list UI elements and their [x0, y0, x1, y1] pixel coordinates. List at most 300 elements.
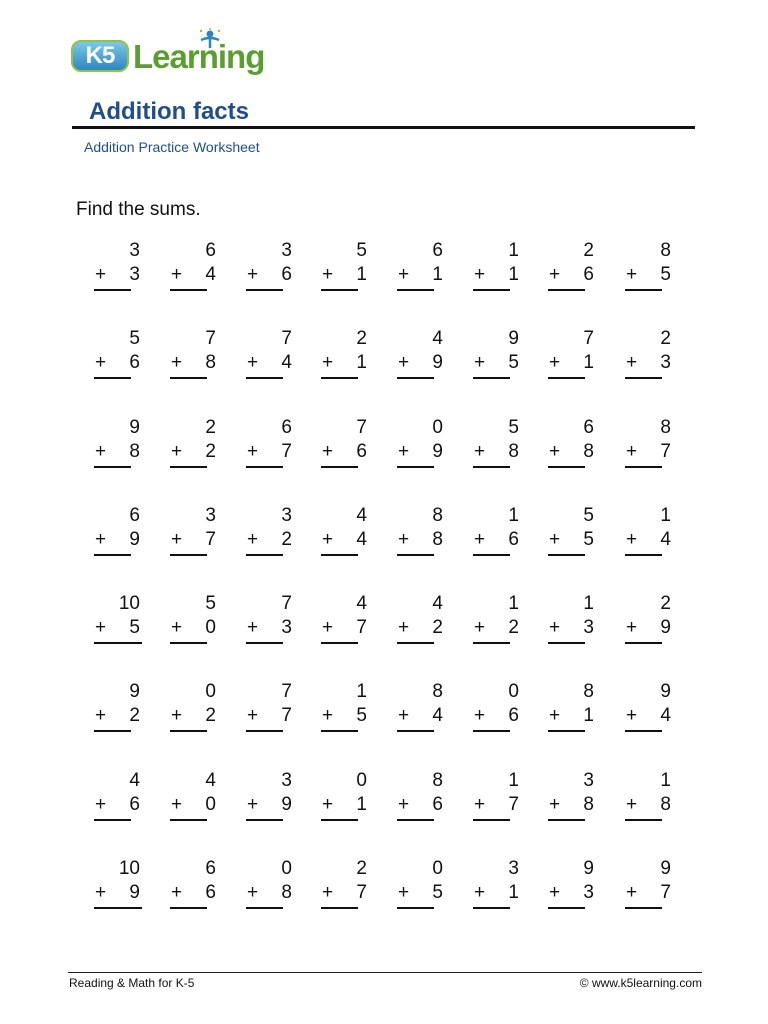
addend-top: 7 [281, 328, 292, 349]
addend-top: 6 [583, 417, 594, 438]
addition-problem [473, 505, 521, 565]
answer-line [94, 819, 131, 821]
plus-sign: + [322, 352, 334, 373]
answer-line [94, 554, 131, 556]
addend-bottom: 1 [356, 352, 367, 373]
answer-line [321, 642, 358, 644]
addend-bottom: 5 [583, 529, 594, 550]
footer-divider [68, 972, 702, 973]
k5-learning-logo [71, 28, 271, 80]
addend-top: 1 [583, 593, 594, 614]
plus-sign: + [322, 882, 334, 903]
addend-top: 5 [508, 417, 519, 438]
answer-line [94, 377, 131, 379]
addend-bottom: 0 [205, 617, 216, 638]
answer-line [397, 730, 434, 732]
addend-top: 10 [118, 593, 140, 614]
answer-line [321, 466, 358, 468]
addend-bottom: 1 [432, 264, 443, 285]
addend-bottom: 8 [508, 441, 519, 462]
plus-sign: + [247, 529, 259, 550]
answer-line [548, 466, 585, 468]
addition-problem [397, 770, 445, 830]
addend-bottom: 5 [356, 705, 367, 726]
plus-sign: + [322, 529, 334, 550]
addend-top: 9 [660, 681, 671, 702]
answer-line [548, 289, 585, 291]
plus-sign: + [95, 441, 107, 462]
addend-bottom: 7 [281, 441, 292, 462]
addition-problem [170, 770, 218, 830]
addend-top: 6 [432, 240, 443, 261]
plus-sign: + [171, 441, 183, 462]
addition-problem [170, 240, 218, 300]
addend-bottom: 4 [660, 705, 671, 726]
addend-top: 2 [356, 858, 367, 879]
addend-top: 1 [660, 505, 671, 526]
addition-problem [473, 240, 521, 300]
answer-line [548, 642, 585, 644]
addend-bottom: 6 [432, 794, 443, 815]
addition-problem [473, 328, 521, 388]
addition-problem [548, 240, 596, 300]
logo-wordmark: Learning [133, 38, 265, 75]
plus-sign: + [626, 882, 638, 903]
title-divider [72, 126, 695, 129]
plus-sign: + [626, 617, 638, 638]
addend-top: 8 [660, 240, 671, 261]
addend-bottom: 0 [205, 794, 216, 815]
addend-bottom: 1 [508, 882, 519, 903]
addend-bottom: 7 [660, 882, 671, 903]
addend-top: 4 [205, 770, 216, 791]
k5-learning-logo-icon [195, 28, 225, 52]
addend-top: 1 [508, 770, 519, 791]
addition-problem [321, 417, 369, 477]
addend-bottom: 7 [508, 794, 519, 815]
addend-bottom: 4 [660, 529, 671, 550]
answer-line [94, 730, 131, 732]
plus-sign: + [322, 617, 334, 638]
plus-sign: + [474, 794, 486, 815]
plus-sign: + [398, 441, 410, 462]
addition-problem [94, 593, 142, 653]
addend-top: 4 [356, 593, 367, 614]
addition-problem [397, 681, 445, 741]
answer-line [473, 730, 510, 732]
answer-line [625, 819, 662, 821]
addend-top: 1 [508, 505, 519, 526]
answer-line [473, 466, 510, 468]
addition-problem [397, 417, 445, 477]
addend-top: 9 [508, 328, 519, 349]
answer-line [321, 377, 358, 379]
addend-top: 8 [583, 681, 594, 702]
addend-top: 3 [583, 770, 594, 791]
addition-problem [625, 505, 673, 565]
addend-bottom: 6 [508, 705, 519, 726]
addend-bottom: 1 [356, 794, 367, 815]
answer-line [170, 466, 207, 468]
addend-bottom: 6 [583, 264, 594, 285]
answer-line [170, 289, 207, 291]
answer-line [625, 642, 662, 644]
addition-problem [170, 505, 218, 565]
addend-bottom: 7 [356, 882, 367, 903]
plus-sign: + [549, 352, 561, 373]
plus-sign: + [171, 352, 183, 373]
addend-top: 6 [205, 240, 216, 261]
addend-bottom: 1 [583, 352, 594, 373]
addition-problem [170, 858, 218, 918]
addend-bottom: 5 [660, 264, 671, 285]
addend-bottom: 3 [281, 617, 292, 638]
plus-sign: + [171, 794, 183, 815]
addend-bottom: 9 [129, 882, 140, 903]
addend-top: 1 [660, 770, 671, 791]
answer-line [246, 554, 283, 556]
plus-sign: + [95, 529, 107, 550]
addend-top: 4 [129, 770, 140, 791]
addend-top: 9 [129, 417, 140, 438]
addend-top: 3 [281, 505, 292, 526]
addend-top: 3 [205, 505, 216, 526]
plus-sign: + [95, 617, 107, 638]
logo-badge: K5 [71, 40, 129, 72]
answer-line [246, 819, 283, 821]
plus-sign: + [95, 264, 107, 285]
plus-sign: + [247, 264, 259, 285]
addend-bottom: 2 [129, 705, 140, 726]
addend-top: 7 [281, 681, 292, 702]
addend-top: 5 [583, 505, 594, 526]
addend-bottom: 6 [205, 882, 216, 903]
addition-problem [625, 858, 673, 918]
answer-line [321, 554, 358, 556]
answer-line [473, 289, 510, 291]
addition-problem [473, 417, 521, 477]
plus-sign: + [626, 794, 638, 815]
addition-problem [321, 858, 369, 918]
addition-problem [94, 240, 142, 300]
answer-line [94, 289, 131, 291]
plus-sign: + [247, 441, 259, 462]
plus-sign: + [549, 441, 561, 462]
page-title: Addition facts [89, 98, 249, 125]
addition-problem [94, 681, 142, 741]
answer-line [170, 730, 207, 732]
addend-top: 1 [508, 593, 519, 614]
addition-problem [246, 328, 294, 388]
instructions-text: Find the sums. [76, 199, 201, 220]
addend-bottom: 8 [205, 352, 216, 373]
plus-sign: + [322, 705, 334, 726]
answer-line [246, 466, 283, 468]
addition-problem [94, 328, 142, 388]
addition-problem [246, 770, 294, 830]
answer-line [625, 377, 662, 379]
addend-top: 7 [281, 593, 292, 614]
plus-sign: + [247, 705, 259, 726]
addition-problem [246, 505, 294, 565]
addend-top: 0 [356, 770, 367, 791]
addition-problem [321, 328, 369, 388]
plus-sign: + [549, 882, 561, 903]
addend-bottom: 4 [205, 264, 216, 285]
plus-sign: + [398, 529, 410, 550]
plus-sign: + [549, 705, 561, 726]
addend-top: 3 [281, 240, 292, 261]
plus-sign: + [95, 794, 107, 815]
answer-line [94, 642, 142, 644]
answer-line [473, 642, 510, 644]
addend-bottom: 5 [129, 617, 140, 638]
addend-bottom: 8 [583, 794, 594, 815]
answer-line [170, 377, 207, 379]
plus-sign: + [626, 705, 638, 726]
addend-bottom: 9 [432, 352, 443, 373]
plus-sign: + [398, 705, 410, 726]
plus-sign: + [171, 529, 183, 550]
addition-problem [397, 240, 445, 300]
plus-sign: + [322, 441, 334, 462]
answer-line [246, 377, 283, 379]
footer-left-text: Reading & Math for K-5 [69, 976, 195, 990]
answer-line [321, 819, 358, 821]
plus-sign: + [626, 264, 638, 285]
addend-bottom: 1 [356, 264, 367, 285]
addend-bottom: 2 [508, 617, 519, 638]
answer-line [625, 466, 662, 468]
plus-sign: + [474, 617, 486, 638]
addend-top: 8 [660, 417, 671, 438]
addend-top: 6 [205, 858, 216, 879]
addition-problem [170, 593, 218, 653]
answer-line [625, 730, 662, 732]
addition-problem [170, 417, 218, 477]
addend-top: 0 [432, 417, 443, 438]
addition-problem [473, 681, 521, 741]
answer-line [473, 907, 510, 909]
addition-problem [625, 240, 673, 300]
addend-top: 2 [356, 328, 367, 349]
addition-problem [548, 770, 596, 830]
plus-sign: + [398, 617, 410, 638]
answer-line [94, 907, 142, 909]
plus-sign: + [398, 352, 410, 373]
addition-problem [246, 681, 294, 741]
answer-line [246, 730, 283, 732]
plus-sign: + [474, 529, 486, 550]
answer-line [170, 554, 207, 556]
addend-bottom: 7 [281, 705, 292, 726]
addition-problem [548, 417, 596, 477]
answer-line [397, 554, 434, 556]
addition-problem [548, 328, 596, 388]
answer-line [473, 377, 510, 379]
addend-bottom: 3 [583, 617, 594, 638]
addend-bottom: 2 [432, 617, 443, 638]
addend-bottom: 8 [129, 441, 140, 462]
plus-sign: + [398, 264, 410, 285]
answer-line [170, 907, 207, 909]
answer-line [321, 289, 358, 291]
addend-top: 9 [583, 858, 594, 879]
addend-top: 2 [583, 240, 594, 261]
addend-bottom: 9 [281, 794, 292, 815]
addend-bottom: 5 [432, 882, 443, 903]
answer-line [321, 730, 358, 732]
plus-sign: + [626, 529, 638, 550]
answer-line [397, 466, 434, 468]
addend-bottom: 8 [583, 441, 594, 462]
addition-problem [548, 681, 596, 741]
addend-bottom: 6 [129, 352, 140, 373]
addition-problem [625, 593, 673, 653]
plus-sign: + [474, 882, 486, 903]
addend-bottom: 1 [508, 264, 519, 285]
addition-problem [321, 770, 369, 830]
addend-top: 5 [356, 240, 367, 261]
plus-sign: + [171, 264, 183, 285]
plus-sign: + [549, 617, 561, 638]
answer-line [397, 377, 434, 379]
addend-bottom: 6 [508, 529, 519, 550]
addend-bottom: 2 [205, 705, 216, 726]
addend-top: 5 [205, 593, 216, 614]
addend-bottom: 7 [356, 617, 367, 638]
addend-top: 10 [118, 858, 140, 879]
addend-top: 7 [205, 328, 216, 349]
addend-top: 4 [356, 505, 367, 526]
answer-line [246, 289, 283, 291]
addition-problem [170, 328, 218, 388]
plus-sign: + [474, 352, 486, 373]
addend-bottom: 7 [205, 529, 216, 550]
plus-sign: + [247, 352, 259, 373]
addend-top: 0 [508, 681, 519, 702]
plus-sign: + [474, 264, 486, 285]
addition-problem [548, 505, 596, 565]
addend-bottom: 5 [508, 352, 519, 373]
addition-problem [321, 681, 369, 741]
addend-top: 8 [432, 681, 443, 702]
plus-sign: + [95, 882, 107, 903]
addend-bottom: 9 [432, 441, 443, 462]
addition-problem [625, 417, 673, 477]
addend-bottom: 2 [281, 529, 292, 550]
addend-top: 2 [205, 417, 216, 438]
addend-top: 0 [432, 858, 443, 879]
plus-sign: + [549, 264, 561, 285]
answer-line [170, 819, 207, 821]
addend-top: 6 [129, 505, 140, 526]
answer-line [397, 819, 434, 821]
addend-bottom: 4 [281, 352, 292, 373]
plus-sign: + [398, 794, 410, 815]
answer-line [548, 554, 585, 556]
addend-top: 3 [281, 770, 292, 791]
addend-bottom: 4 [432, 705, 443, 726]
footer-right-text: © www.k5learning.com [579, 976, 702, 990]
plus-sign: + [247, 882, 259, 903]
addend-top: 8 [432, 770, 443, 791]
addend-bottom: 2 [205, 441, 216, 462]
answer-line [246, 907, 283, 909]
answer-line [548, 907, 585, 909]
addend-top: 6 [281, 417, 292, 438]
addend-bottom: 6 [129, 794, 140, 815]
plus-sign: + [171, 705, 183, 726]
answer-line [625, 907, 662, 909]
plus-sign: + [322, 794, 334, 815]
plus-sign: + [474, 705, 486, 726]
addend-top: 7 [356, 417, 367, 438]
addition-problem [94, 505, 142, 565]
addition-problem [246, 240, 294, 300]
plus-sign: + [549, 529, 561, 550]
addition-problem [625, 328, 673, 388]
addition-problem [94, 417, 142, 477]
answer-line [548, 819, 585, 821]
plus-sign: + [626, 441, 638, 462]
addend-bottom: 6 [281, 264, 292, 285]
answer-line [94, 466, 131, 468]
plus-sign: + [398, 882, 410, 903]
plus-sign: + [95, 705, 107, 726]
addition-problem [548, 593, 596, 653]
plus-sign: + [247, 617, 259, 638]
addend-bottom: 9 [129, 529, 140, 550]
addend-bottom: 3 [129, 264, 140, 285]
addend-bottom: 8 [660, 794, 671, 815]
addend-top: 5 [129, 328, 140, 349]
addition-problem [397, 505, 445, 565]
addend-top: 3 [129, 240, 140, 261]
plus-sign: + [95, 352, 107, 373]
addend-top: 0 [205, 681, 216, 702]
answer-line [625, 554, 662, 556]
addition-problem [625, 770, 673, 830]
addend-bottom: 8 [432, 529, 443, 550]
addend-top: 7 [583, 328, 594, 349]
page-subtitle: Addition Practice Worksheet [84, 139, 260, 155]
addend-top: 9 [660, 858, 671, 879]
addition-problem [473, 858, 521, 918]
addend-bottom: 4 [356, 529, 367, 550]
addend-top: 2 [660, 593, 671, 614]
addition-problem [397, 593, 445, 653]
answer-line [473, 819, 510, 821]
addend-bottom: 9 [660, 617, 671, 638]
addition-problem [473, 770, 521, 830]
answer-line [548, 377, 585, 379]
addition-problem [246, 593, 294, 653]
answer-line [397, 907, 434, 909]
addition-problem [548, 858, 596, 918]
answer-line [246, 642, 283, 644]
answer-line [321, 907, 358, 909]
addend-top: 0 [281, 858, 292, 879]
plus-sign: + [247, 794, 259, 815]
answer-line [170, 642, 207, 644]
addition-problem [625, 681, 673, 741]
answer-line [397, 289, 434, 291]
addition-problem [94, 770, 142, 830]
addition-problem [321, 505, 369, 565]
addition-problem [321, 593, 369, 653]
addition-problem [246, 858, 294, 918]
